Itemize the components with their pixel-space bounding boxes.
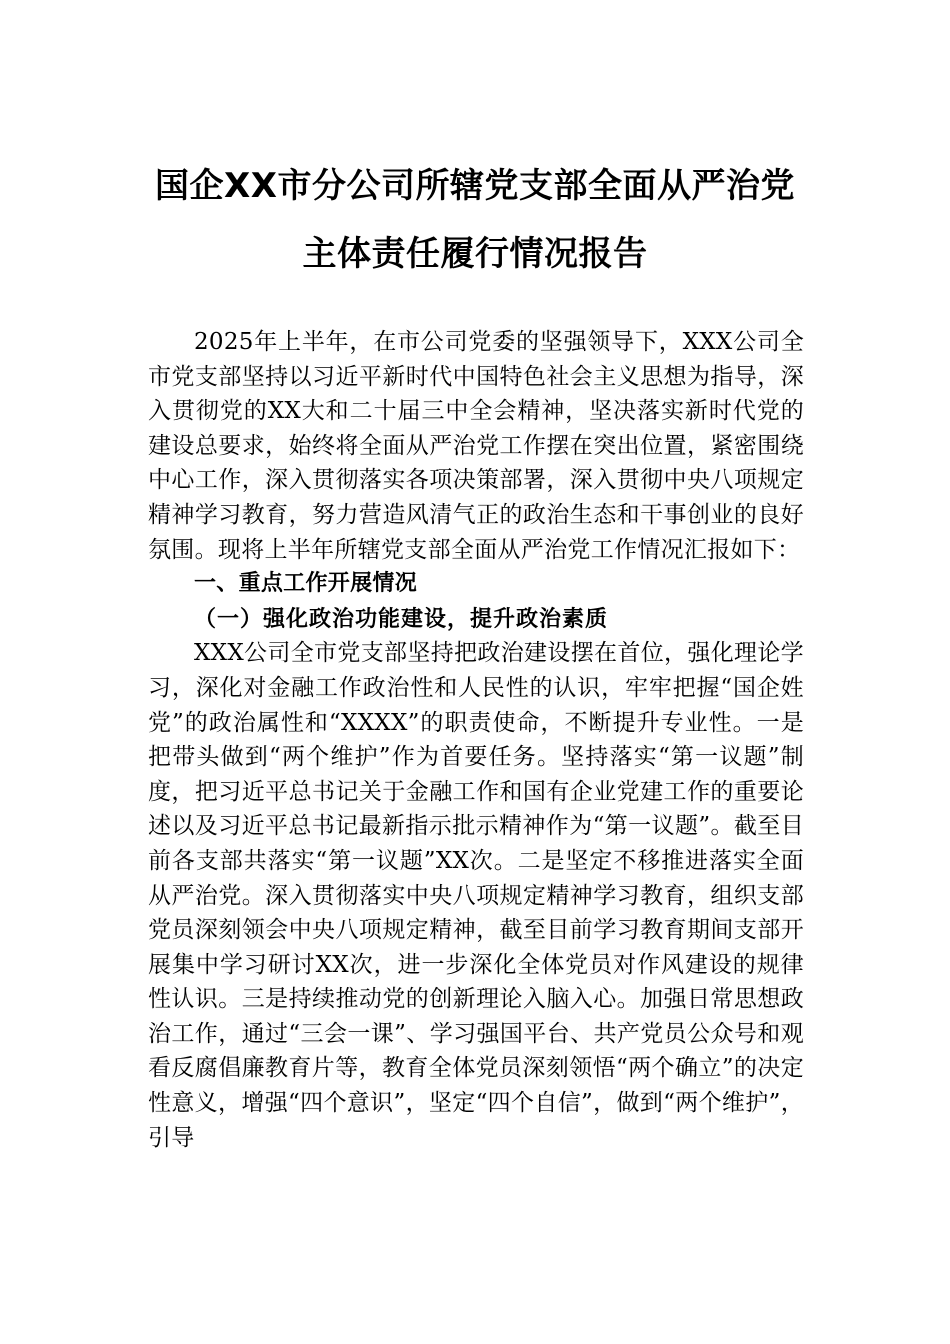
document-body <box>148 325 804 1155</box>
document-title-line-1: 国企XX市分公司所辖党支部全面从严治党 <box>155 166 795 206</box>
subsection-paragraph: XXX公司全市党支部坚持把政治建设摆在首位，强化理论学习，深化对金融工作政治性和人民性的认识，牢牢把握“国企姓党”的政治属性和“XXXX”的职责使命，不断提升专业性。一是把带头做到“两个维护”作为首要任务。坚持落实“第一议题”制度，把习近平总书记关于金融工作和国有企业党建工作的重要论述以及习近平总书记最新指示批示精神作为“第一议题”。截至目前各支部共落实“第一议题”XX次。二是坚定不移推进落实全面从严治党。深入贯彻落实中央八项规定精神学习教育，组织支部党员深刻领会中央八项规定精神，截至目前学习教育期间支部开展集中学习研讨XX次，进一步深化全体党员对作风建设的规律性认识。三是持续推动党的创新理论入脑入心。加强日常思想政治工作，通过“三会一课”、学习强国平台、共产党员公众号和观看反腐倡廉教育片等，教育全体党员深刻领悟“两个确立”的决定性意义，增强“四个意识”，坚定“四个自信”，做到“两个维护”，引导 <box>148 640 804 1151</box>
document-title-line-2: 主体责任履行情况报告 <box>302 234 648 274</box>
section-heading: 一、重点工作开展情况 <box>194 571 418 597</box>
intro-paragraph: 2025年上半年，在市公司党委的坚强领导下，XXX公司全市党支部坚持以习近平新时代中国特色社会主义思想为指导，深入贯彻党的XX大和二十届三中全会精神，坚决落实新时代党的建设总要求，始终将全面从严治党工作摆在突出位置，紧密围绕中心工作，深入贯彻落实各项决策部署，深入贯彻中央八项规定精神学习教育，努力营造风清气正的政治生态和干事创业的良好氛围。现将上半年所辖党支部全面从严治党工作情况汇报如下： <box>148 329 804 563</box>
subsection-heading: （一）强化政治功能建设，提升政治素质 <box>194 605 609 632</box>
